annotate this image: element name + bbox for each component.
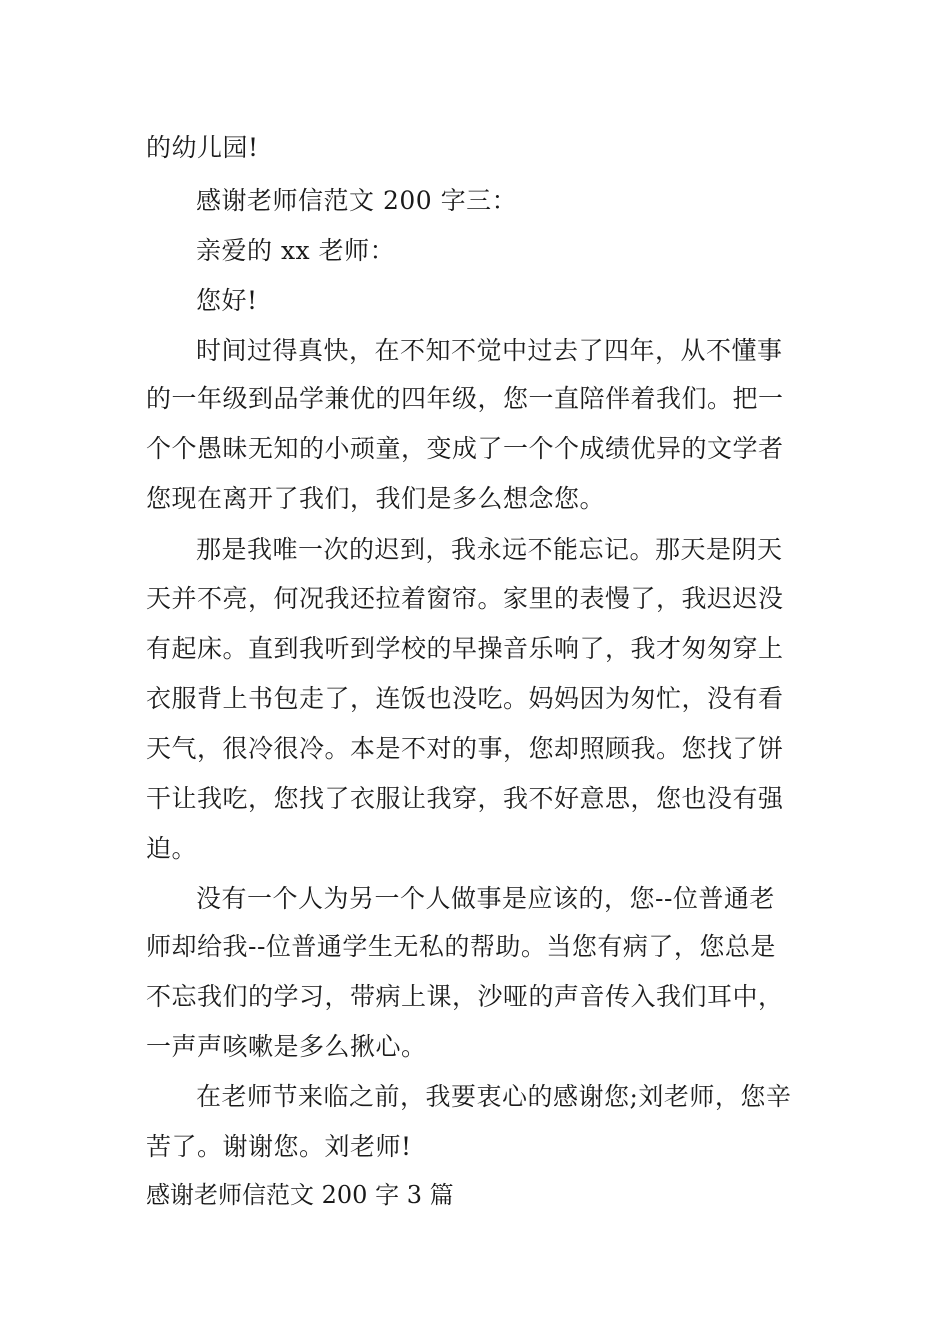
paragraph-2-line-7: 迫。 xyxy=(146,834,198,863)
text-line-1: 的幼儿园! xyxy=(146,133,259,162)
footer-title: 感谢老师信范文 200 字 3 篇 xyxy=(146,1181,454,1209)
paragraph-4-line-1: 在老师节来临之前，我要衷心的感谢您;刘老师，您辛 xyxy=(196,1082,792,1111)
paragraph-2-line-3: 有起床。直到我听到学校的早操音乐响了，我才匆匆穿上 xyxy=(146,634,784,663)
paragraph-1-line-4: 您现在离开了我们，我们是多么想念您。 xyxy=(146,484,606,513)
paragraph-2-line-4: 衣服背上书包走了，连饭也没吃。妈妈因为匆忙，没有看 xyxy=(146,684,784,713)
paragraph-3-line-3: 不忘我们的学习，带病上课，沙哑的声音传入我们耳中， xyxy=(146,982,784,1011)
section-heading: 感谢老师信范文 200 字三： xyxy=(196,186,518,215)
paragraph-2-line-1: 那是我唯一次的迟到，我永远不能忘记。那天是阴天 xyxy=(196,535,783,564)
paragraph-3-line-4: 一声声咳嗽是多么揪心。 xyxy=(146,1032,427,1061)
paragraph-1-line-3: 个个愚昧无知的小顽童，变成了一个个成绩优异的文学者 xyxy=(146,434,784,463)
paragraph-1-line-2: 的一年级到品学兼优的四年级，您一直陪伴着我们。把一 xyxy=(146,384,784,413)
paragraph-3-line-1: 没有一个人为另一个人做事是应该的，您--位普通老 xyxy=(196,884,775,913)
paragraph-4-line-2: 苦了。谢谢您。刘老师! xyxy=(146,1132,412,1161)
paragraph-2-line-6: 干让我吃，您找了衣服让我穿，我不好意思，您也没有强 xyxy=(146,784,784,813)
paragraph-2-line-5: 天气，很冷很冷。本是不对的事，您却照顾我。您找了饼 xyxy=(146,734,784,763)
paragraph-3-line-2: 师却给我--位普通学生无私的帮助。当您有病了，您总是 xyxy=(146,932,776,961)
paragraph-2-line-2: 天并不亮，何况我还拉着窗帘。家里的表慢了，我迟迟没 xyxy=(146,584,784,613)
greeting: 您好! xyxy=(196,286,258,315)
paragraph-1-line-1: 时间过得真快，在不知不觉中过去了四年，从不懂事 xyxy=(196,336,783,365)
salutation: 亲爱的 xx 老师： xyxy=(196,236,396,265)
